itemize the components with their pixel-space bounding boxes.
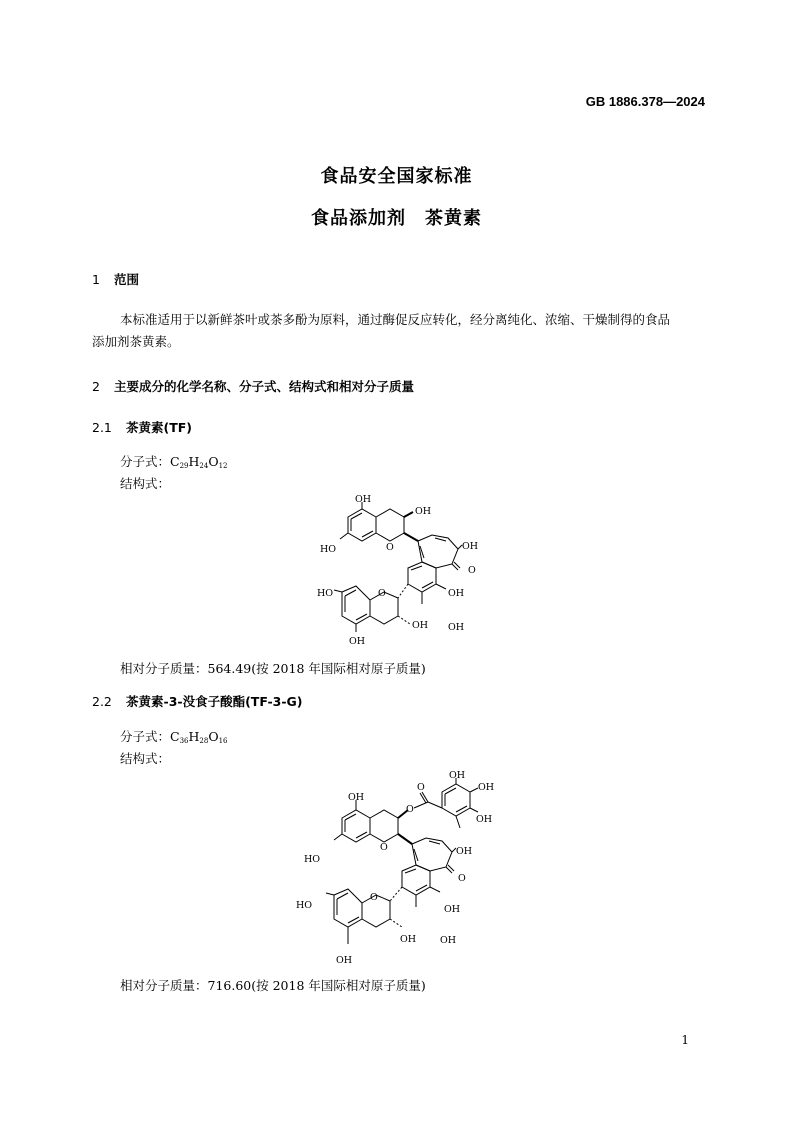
molar-mass-tf3g: 相对分子质量：716.60(按 2018 年国际相对原子质量) bbox=[120, 978, 426, 993]
molar-mass-tf: 相对分子质量：564.49(按 2018 年国际相对原子质量) bbox=[120, 661, 426, 676]
section-1-heading bbox=[92, 270, 139, 288]
scope-paragraph-line-2: 添加剂茶黄素。 bbox=[92, 334, 180, 349]
section-number: 2.1 bbox=[92, 420, 112, 435]
section-2-1-heading bbox=[92, 418, 192, 436]
svg-text:OH: OH bbox=[440, 935, 457, 946]
structure-label-tf3g: 结构式： bbox=[120, 751, 171, 766]
svg-text:OH: OH bbox=[336, 955, 353, 966]
svg-text:O: O bbox=[458, 873, 466, 884]
structure-diagram-tf bbox=[312, 492, 488, 652]
svg-text:OH: OH bbox=[444, 904, 461, 915]
svg-text:OH: OH bbox=[348, 792, 365, 803]
section-number: 2.2 bbox=[92, 694, 112, 709]
svg-text:HO: HO bbox=[317, 588, 334, 599]
svg-text:O: O bbox=[370, 892, 378, 903]
svg-text:OH: OH bbox=[448, 622, 465, 633]
svg-text:OH: OH bbox=[462, 541, 479, 552]
section-title: 主要成分的化学名称、分子式、结构式和相对分子质量 bbox=[114, 379, 415, 394]
svg-text:O: O bbox=[380, 842, 388, 853]
svg-text:OH: OH bbox=[456, 846, 473, 857]
standard-number: GB 1886.378—2024 bbox=[585, 94, 705, 109]
section-number: 1 bbox=[92, 272, 100, 287]
svg-text:OH: OH bbox=[449, 770, 466, 781]
structure-diagram-tf3g bbox=[292, 770, 500, 972]
page-number: 1 bbox=[681, 1033, 689, 1047]
section-2-2-heading bbox=[92, 692, 303, 710]
section-title: 范围 bbox=[114, 272, 140, 287]
svg-text:OH: OH bbox=[355, 494, 372, 505]
svg-text:O: O bbox=[468, 565, 476, 576]
svg-text:O: O bbox=[386, 542, 394, 553]
svg-text:OH: OH bbox=[412, 620, 429, 631]
svg-text:HO: HO bbox=[304, 854, 321, 865]
document-title: 食品安全国家标准 bbox=[320, 166, 473, 187]
svg-text:O: O bbox=[417, 782, 425, 793]
svg-text:HO: HO bbox=[296, 900, 313, 911]
svg-text:OH: OH bbox=[478, 782, 495, 793]
svg-text:OH: OH bbox=[448, 588, 465, 599]
svg-text:OH: OH bbox=[415, 506, 432, 517]
structure-label-tf: 结构式： bbox=[120, 476, 171, 491]
section-2-heading bbox=[92, 377, 414, 395]
molecular-formula-tf3g: 分子式：$C_{36}H_{28}O_{16}$ bbox=[120, 729, 228, 745]
molecular-formula-tf: 分子式：$C_{29}H_{24}O_{12}$ bbox=[120, 454, 228, 470]
svg-text:OH: OH bbox=[476, 814, 493, 825]
section-number: 2 bbox=[92, 379, 100, 394]
svg-text:OH: OH bbox=[400, 934, 417, 945]
svg-text:O: O bbox=[378, 588, 386, 599]
svg-text:HO: HO bbox=[320, 544, 337, 555]
document-subtitle: 食品添加剂 茶黄素 bbox=[311, 208, 482, 229]
svg-text:O: O bbox=[406, 804, 414, 815]
section-title: 茶黄素-3-没食子酸酯(TF-3-G) bbox=[126, 694, 303, 709]
svg-text:OH: OH bbox=[349, 636, 366, 647]
section-title: 茶黄素(TF) bbox=[126, 420, 192, 435]
scope-paragraph-line-1: 本标准适用于以新鲜茶叶或茶多酚为原料，通过酶促反应转化，经分离纯化、浓缩、干燥制得的食品 bbox=[120, 312, 671, 327]
